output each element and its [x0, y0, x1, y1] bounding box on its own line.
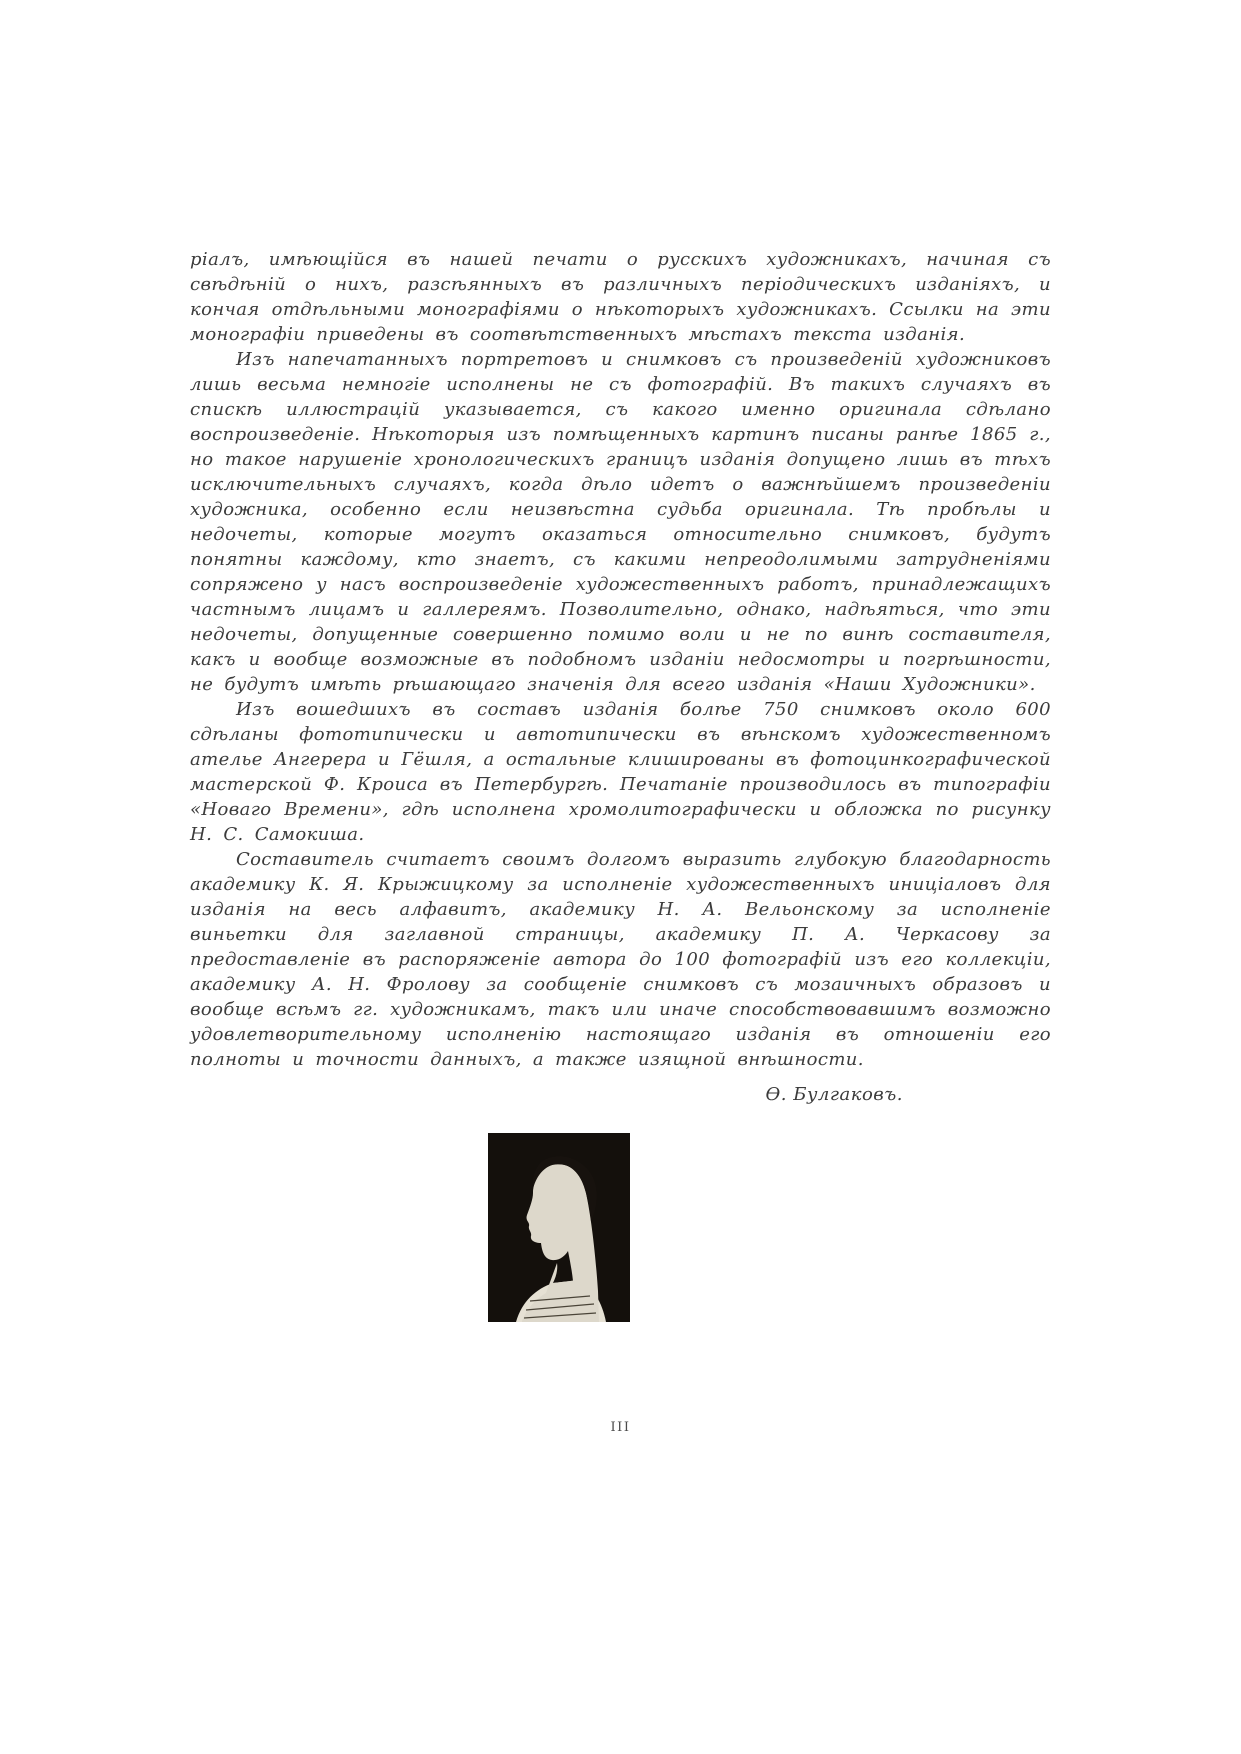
preface-text	[190, 247, 1051, 1072]
text-paragraph: ріалъ, имѣющійся въ нашей печати о русскихъ художникахъ, начиная съ свѣдѣній о нихъ, разсѣянныхъ въ различныхъ періодическихъ изданіяхъ, и кончая отдѣльными монографіями о нѣкоторыхъ художникахъ. Ссылки на эти монографіи приведены въ соотвѣтственныхъ мѣстахъ текста изданія.	[190, 249, 1051, 345]
page-number: III	[610, 1420, 631, 1435]
author-signature: Ө. Булгаковъ.	[765, 1084, 903, 1105]
text-paragraph: Составитель считаетъ своимъ долгомъ выразить глубокую благодарность академику К. Я. Крыжицкому за исполненіе художественныхъ иниціаловъ для изданія на весь алфавитъ, академику Н. А. Вельонскому за исполненіе виньетки для заглавной страницы, академику П. А. Черкасову за предоставленіе въ распоряженіе автора до 100 фотографій изъ его коллекціи, академику А. Н. Фролову за сообщеніе снимковъ съ мозаичныхъ образовъ и вообще всѣмъ гг. художникамъ, такъ или иначе способствовавшимъ возможно удовлетворительному исполненію настоящаго изданія въ отношеніи его полноты и точности данныхъ, а также изящной внѣшности.	[190, 849, 1051, 1070]
page-content	[190, 247, 1051, 1435]
profile-portrait-engraving-icon	[486, 1131, 632, 1324]
text-paragraph: Изъ вошедшихъ въ составъ изданія болѣе 750 снимковъ около 600 сдѣланы фототипически и автотипически въ вѣнскомъ художественномъ ателье Ангерера и Гёшля, а остальные клишированы въ фотоцинкографической мастерской Ф. Кроиса въ Петербургѣ. Печатаніе производилось въ типографіи «Новаго Времени», гдѣ исполнена хромолитографически и обложка по рисунку Н. С. Самокиша.	[190, 699, 1051, 845]
text-paragraph: Изъ напечатанныхъ портретовъ и снимковъ съ произведеній художниковъ лишь весьма немногіе исполнены не съ фотографій. Въ такихъ случаяхъ въ спискѣ иллюстрацій указывается, съ какого именно оригинала сдѣлано воспроизведеніе. Нѣкоторыя изъ помѣщенныхъ картинъ писаны ранѣе 1865 г., но такое нарушеніе хронологическихъ границъ изданія допущено лишь въ тѣхъ исключительныхъ случаяхъ, когда дѣло идетъ о важнѣйшемъ произведеніи художника, особенно если неизвѣстна судьба оригинала. Тѣ пробѣлы и недочеты, которые могутъ оказаться относительно снимковъ, будутъ понятны каждому, кто знаетъ, съ какими непреодолимыми затрудненіями сопряжено у насъ воспроизведеніе художественныхъ работъ, принадлежащихъ частнымъ лицамъ и галлереямъ. Позволительно, однако, надѣяться, что эти недочеты, допущенные совершенно помимо воли и не по винѣ составителя, какъ и вообще возможные въ подобномъ изданіи недосмотры и погрѣшности, не будутъ имѣть рѣшающаго значенія для всего изданія «Наши Художники».	[190, 349, 1051, 695]
portrait-engraving	[486, 1131, 632, 1324]
